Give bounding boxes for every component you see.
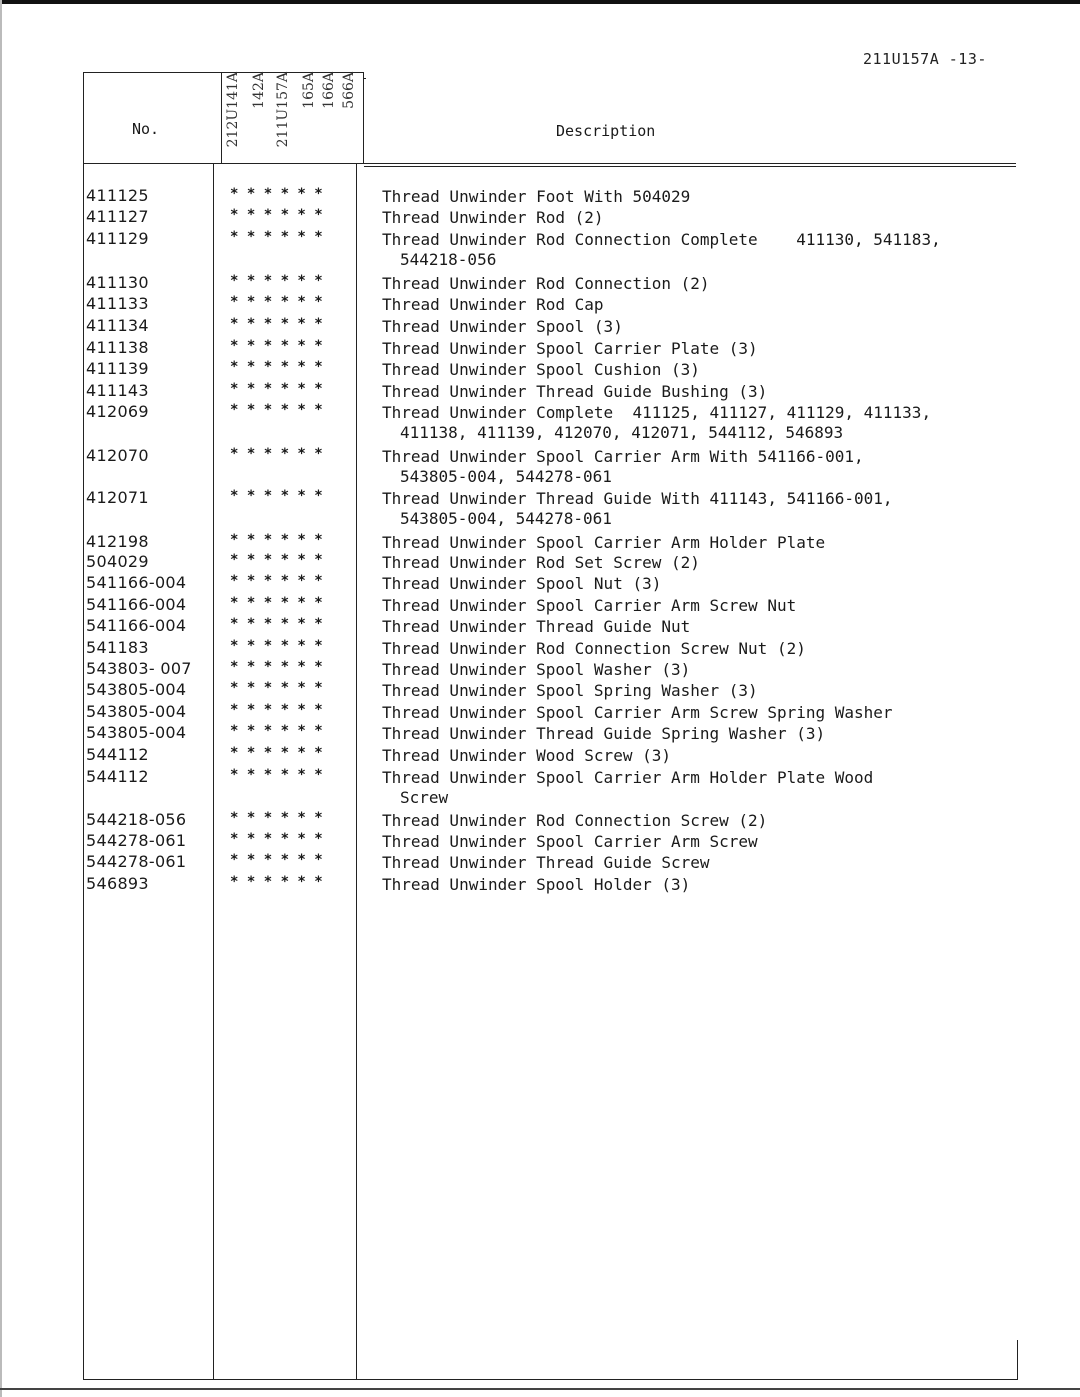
table-row [0, 532, 1080, 553]
table-row [0, 680, 1080, 701]
model-applicability-marks: * * * * * * [230, 616, 323, 632]
part-description: Thread Unwinder Spool Carrier Arm Screw [382, 832, 758, 851]
model-applicability-marks: * * * * * * [230, 874, 323, 890]
table-row [0, 229, 1080, 269]
part-description-continued: Screw [400, 788, 449, 807]
model-applicability-marks: * * * * * * [230, 595, 323, 611]
bottom-border [0, 1388, 1080, 1390]
table-row [0, 767, 1080, 807]
model-applicability-marks: * * * * * * [230, 273, 323, 289]
part-description: Thread Unwinder Spool (3) [382, 317, 623, 336]
table-row [0, 745, 1080, 766]
part-number: 412070 [86, 446, 149, 465]
table-row [0, 338, 1080, 359]
model-applicability-marks: * * * * * * [230, 723, 323, 739]
part-description: Thread Unwinder Spool Carrier Arm With 541166-001, [382, 447, 864, 466]
part-number: 411127 [86, 207, 149, 226]
model-label: 211U157A [275, 72, 291, 148]
part-number: 543805-004 [86, 723, 187, 742]
part-description: Thread Unwinder Rod Set Screw (2) [382, 553, 700, 572]
part-description-continued: 543805-004, 544278-061 [400, 509, 612, 528]
model-applicability-marks: * * * * * * [230, 552, 323, 568]
table-row [0, 488, 1080, 528]
part-description: Thread Unwinder Spool Holder (3) [382, 875, 691, 894]
header-no: No. [132, 120, 160, 138]
part-description-continued: 411138, 411139, 412070, 412071, 544112, 546893 [400, 423, 844, 442]
model-applicability-marks: * * * * * * [230, 532, 323, 548]
part-number: 411130 [86, 273, 149, 292]
part-description: Thread Unwinder Thread Guide Nut [382, 617, 691, 636]
part-description: Thread Unwinder Rod Connection (2) [382, 274, 710, 293]
table-row [0, 294, 1080, 315]
model-applicability-marks: * * * * * * [230, 186, 323, 202]
table-row [0, 723, 1080, 744]
model-label: 212U141A [225, 72, 241, 148]
part-description: Thread Unwinder Thread Guide Spring Washer (3) [382, 724, 826, 743]
table-top-joint [364, 78, 366, 79]
table-row [0, 446, 1080, 486]
part-number: 543805-004 [86, 680, 187, 699]
model-label: 166A [321, 72, 337, 109]
model-col-right-rule [363, 72, 364, 164]
model-label: 142A [251, 72, 267, 109]
header-description: Description [556, 122, 656, 140]
table-row [0, 316, 1080, 337]
model-applicability-marks: * * * * * * [230, 446, 323, 462]
part-description: Thread Unwinder Complete 411125, 411127, 411129, 411133, [382, 403, 932, 422]
part-description: Thread Unwinder Thread Guide Bushing (3) [382, 382, 768, 401]
part-number: 543803- 007 [86, 659, 192, 678]
table-bottom-rule [83, 1379, 1018, 1380]
table-row [0, 207, 1080, 228]
model-applicability-marks: * * * * * * [230, 659, 323, 675]
page-number: 211U157A -13- [863, 50, 987, 68]
model-applicability-marks: * * * * * * [230, 638, 323, 654]
part-number: 541166-004 [86, 595, 187, 614]
table-right-corner [1017, 1340, 1018, 1380]
table-row [0, 381, 1080, 402]
part-description: Thread Unwinder Spool Carrier Plate (3) [382, 339, 758, 358]
part-number: 541166-004 [86, 573, 187, 592]
table-row [0, 659, 1080, 680]
table-row [0, 186, 1080, 207]
part-number: 411134 [86, 316, 149, 335]
table-row [0, 359, 1080, 380]
part-number: 411133 [86, 294, 149, 313]
table-row [0, 402, 1080, 442]
model-applicability-marks: * * * * * * [230, 767, 323, 783]
model-applicability-marks: * * * * * * [230, 852, 323, 868]
part-number: 544112 [86, 767, 149, 786]
part-description: Thread Unwinder Spool Carrier Arm Holder Plate [382, 533, 826, 552]
part-description: Thread Unwinder Rod Connection Screw Nut (2) [382, 639, 806, 658]
header-bottom-rule-right [364, 166, 1016, 167]
model-applicability-marks: * * * * * * [230, 338, 323, 354]
part-number: 411139 [86, 359, 149, 378]
model-applicability-marks: * * * * * * [230, 702, 323, 718]
part-description: Thread Unwinder Spool Washer (3) [382, 660, 691, 679]
part-number: 544112 [86, 745, 149, 764]
model-applicability-marks: * * * * * * [230, 831, 323, 847]
table-row [0, 552, 1080, 573]
part-description: Thread Unwinder Spool Carrier Arm Screw Spring Washer [382, 703, 893, 722]
part-number: 411143 [86, 381, 149, 400]
table-row [0, 273, 1080, 294]
header-bottom-rule [84, 163, 1016, 164]
model-applicability-marks: * * * * * * [230, 745, 323, 761]
model-label: 165A [301, 72, 317, 109]
part-description: Thread Unwinder Rod Connection Complete 411130, 541183, [382, 230, 941, 249]
model-label: 566A [341, 72, 357, 109]
model-applicability-marks: * * * * * * [230, 294, 323, 310]
top-border [0, 0, 1080, 4]
model-columns-header [222, 72, 362, 162]
model-applicability-marks: * * * * * * [230, 316, 323, 332]
part-description-continued: 544218-056 [400, 250, 497, 269]
part-number: 544278-061 [86, 831, 187, 850]
part-description: Thread Unwinder Wood Screw (3) [382, 746, 671, 765]
model-applicability-marks: * * * * * * [230, 402, 323, 418]
part-description: Thread Unwinder Thread Guide Screw [382, 853, 710, 872]
table-row [0, 874, 1080, 895]
table-row [0, 573, 1080, 594]
table-row [0, 638, 1080, 659]
model-applicability-marks: * * * * * * [230, 229, 323, 245]
part-number: 411138 [86, 338, 149, 357]
part-description: Thread Unwinder Rod (2) [382, 208, 604, 227]
model-applicability-marks: * * * * * * [230, 573, 323, 589]
model-applicability-marks: * * * * * * [230, 359, 323, 375]
model-applicability-marks: * * * * * * [230, 810, 323, 826]
table-row [0, 595, 1080, 616]
table-row [0, 810, 1080, 831]
part-description: Thread Unwinder Rod Connection Screw (2) [382, 811, 768, 830]
part-number: 544218-056 [86, 810, 187, 829]
part-number: 541183 [86, 638, 149, 657]
part-description: Thread Unwinder Rod Cap [382, 295, 604, 314]
part-number: 544278-061 [86, 852, 187, 871]
part-number: 504029 [86, 552, 149, 571]
part-description: Thread Unwinder Thread Guide With 411143, 541166-001, [382, 489, 893, 508]
part-number: 412198 [86, 532, 149, 551]
table-row [0, 831, 1080, 852]
part-number: 541166-004 [86, 616, 187, 635]
part-description-continued: 543805-004, 544278-061 [400, 467, 612, 486]
part-description: Thread Unwinder Spool Cushion (3) [382, 360, 700, 379]
table-row [0, 852, 1080, 873]
model-applicability-marks: * * * * * * [230, 488, 323, 504]
part-number: 412069 [86, 402, 149, 421]
table-row [0, 702, 1080, 723]
part-description: Thread Unwinder Spool Carrier Arm Screw Nut [382, 596, 797, 615]
part-number: 412071 [86, 488, 149, 507]
model-applicability-marks: * * * * * * [230, 680, 323, 696]
part-number: 411125 [86, 186, 149, 205]
part-number: 546893 [86, 874, 149, 893]
part-number: 543805-004 [86, 702, 187, 721]
model-applicability-marks: * * * * * * [230, 207, 323, 223]
part-description: Thread Unwinder Spool Spring Washer (3) [382, 681, 758, 700]
model-applicability-marks: * * * * * * [230, 381, 323, 397]
part-description: Thread Unwinder Spool Carrier Arm Holder Plate Wood [382, 768, 874, 787]
part-description: Thread Unwinder Spool Nut (3) [382, 574, 662, 593]
part-description: Thread Unwinder Foot With 504029 [382, 187, 691, 206]
part-number: 411129 [86, 229, 149, 248]
table-row [0, 616, 1080, 637]
